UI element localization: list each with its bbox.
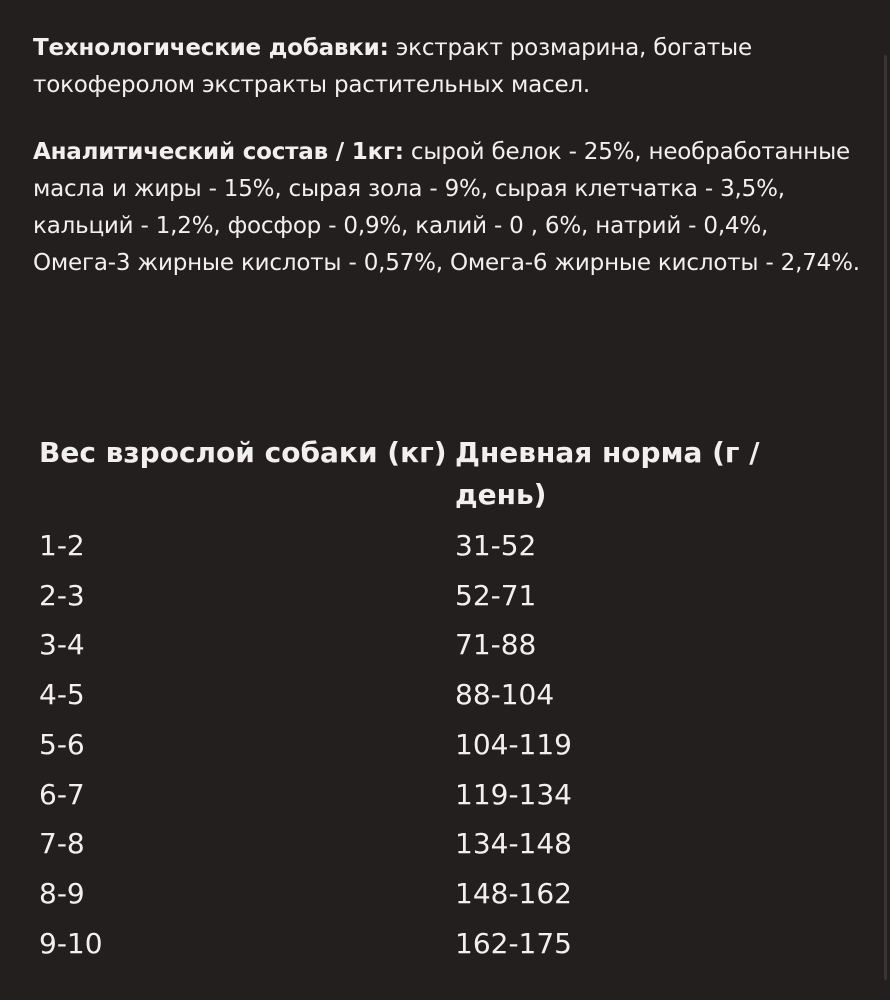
scrollbar[interactable] [884,55,887,980]
norm-cell: 104-119 [455,727,572,761]
table-row [39,819,785,869]
additives-paragraph [33,30,863,104]
additives-label: Технологические добавки: [33,35,389,61]
feeding-table [39,432,785,968]
weight-cell: 6-7 [39,777,85,811]
weight-cell: 1-2 [39,529,85,562]
description-text [33,30,863,282]
norm-cell: 88-104 [455,678,555,712]
additives-text: экстракт розмарина, богатые токоферолом экстракты растительных масел. [33,35,752,98]
table-row [39,919,785,969]
header-daily-norm: Дневная норма (г / день) [455,436,760,511]
analysis-text: сырой белок - 25%, необработанные масла и жиры - 15%, сырая зола - 9%, сырая клетчатка - 3,5%, кальций - 1,2%, фосфор - 0,9%, калий - 0 , 6%, натрий - 0,4%, Омега-3 жирные кислоты - 0,57%, Омега-6 жирные кислоты - 2,74%. [33,139,860,276]
analysis-paragraph [33,134,863,282]
norm-cell: 162-175 [455,926,572,960]
table-row [39,620,785,670]
table-row [39,720,785,770]
table-row [39,571,785,621]
norm-cell: 119-134 [455,777,572,811]
norm-cell: 71-88 [455,628,537,662]
norm-cell: 134-148 [455,827,572,861]
norm-cell: 148-162 [455,876,572,910]
weight-cell: 5-6 [39,727,85,761]
weight-cell: 4-5 [39,678,85,712]
weight-cell: 9-10 [39,926,103,960]
table-row [39,770,785,820]
norm-cell: 31-52 [455,529,537,562]
weight-cell: 2-3 [39,578,85,612]
table-row [39,670,785,720]
table-row [39,869,785,919]
norm-cell: 52-71 [455,578,537,612]
table-header-row [39,432,785,521]
weight-cell: 7-8 [39,827,85,861]
weight-cell: 3-4 [39,628,85,662]
table-row [39,521,785,571]
analysis-label: Аналитический состав / 1кг: [33,139,404,165]
weight-cell: 8-9 [39,876,85,910]
header-weight: Вес взрослой собаки (кг) [39,436,447,469]
